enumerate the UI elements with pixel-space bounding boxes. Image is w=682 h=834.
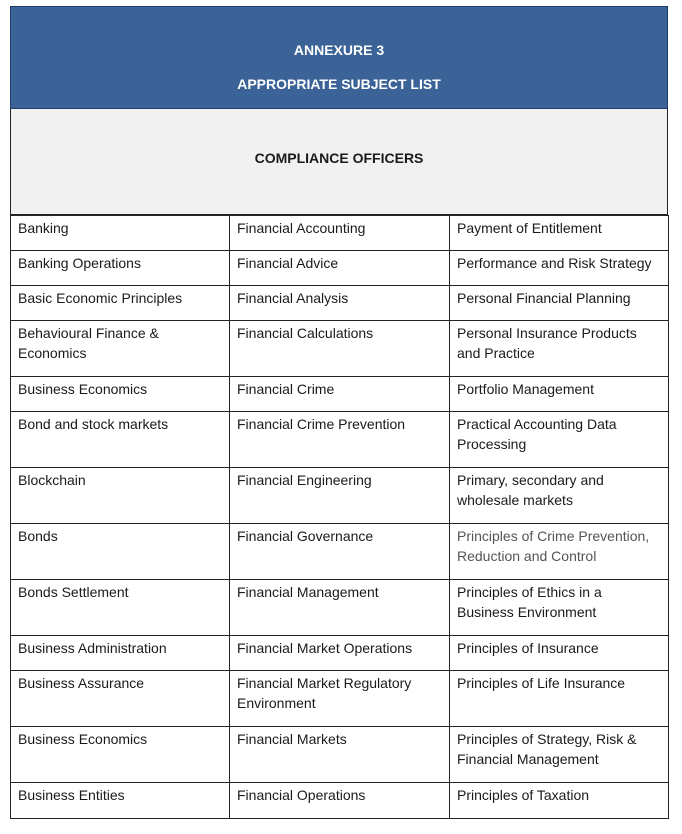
table-row <box>11 636 669 671</box>
table-cell: Performance and Risk Strategy <box>450 251 669 286</box>
table-row <box>11 377 669 412</box>
table-cell: Business Assurance <box>11 671 230 727</box>
table-cell: Personal Financial Planning <box>450 286 669 321</box>
table-cell: Portfolio Management <box>450 377 669 412</box>
table-row <box>11 783 669 819</box>
table-cell: Banking Operations <box>11 251 230 286</box>
table-cell: Financial Accounting <box>230 216 450 251</box>
table-cell: Primary, secondary and wholesale markets <box>450 468 669 524</box>
table-row <box>11 286 669 321</box>
table-cell: Blockchain <box>11 468 230 524</box>
table-row <box>11 216 669 251</box>
table-cell: Bond and stock markets <box>11 412 230 468</box>
table-cell: Business Economics <box>11 377 230 412</box>
table-cell: Financial Management <box>230 580 450 636</box>
table-row <box>11 727 669 783</box>
table-cell: Financial Engineering <box>230 468 450 524</box>
table-cell: Financial Advice <box>230 251 450 286</box>
table-cell: Banking <box>11 216 230 251</box>
table-row <box>11 671 669 727</box>
table-cell: Financial Crime Prevention <box>230 412 450 468</box>
table-cell: Financial Governance <box>230 524 450 580</box>
table-cell: Bonds Settlement <box>11 580 230 636</box>
annexure-page <box>10 6 668 803</box>
table-cell: Financial Crime <box>230 377 450 412</box>
table-row <box>11 468 669 524</box>
table-cell: Principles of Taxation <box>450 783 669 819</box>
subject-table <box>10 215 669 819</box>
table-cell: Behavioural Finance & Economics <box>11 321 230 377</box>
table-cell: Principles of Life Insurance <box>450 671 669 727</box>
table-cell: Practical Accounting Data Processing <box>450 412 669 468</box>
table-cell: Basic Economic Principles <box>11 286 230 321</box>
table-cell: Principles of Strategy, Risk & Financial Management <box>450 727 669 783</box>
table-cell: Principles of Insurance <box>450 636 669 671</box>
table-cell: Principles of Crime Prevention, Reduction and Control <box>450 524 669 580</box>
subject-list-title: APPROPRIATE SUBJECT LIST <box>237 76 441 92</box>
table-row <box>11 580 669 636</box>
section-header <box>10 109 668 215</box>
table-row <box>11 321 669 377</box>
annexure-title: ANNEXURE 3 <box>293 42 385 58</box>
table-cell: Business Administration <box>11 636 230 671</box>
table-cell: Financial Calculations <box>230 321 450 377</box>
section-title: COMPLIANCE OFFICERS <box>254 150 424 166</box>
table-cell: Financial Market Regulatory Environment <box>230 671 450 727</box>
table-cell: Bonds <box>11 524 230 580</box>
table-row <box>11 524 669 580</box>
table-cell: Financial Operations <box>230 783 450 819</box>
table-row <box>11 251 669 286</box>
table-cell: Payment of Entitlement <box>450 216 669 251</box>
table-cell: Financial Markets <box>230 727 450 783</box>
annexure-header <box>10 6 668 109</box>
table-row <box>11 412 669 468</box>
table-cell: Business Entities <box>11 783 230 819</box>
table-cell: Business Economics <box>11 727 230 783</box>
table-cell: Financial Analysis <box>230 286 450 321</box>
table-cell: Principles of Ethics in a Business Environment <box>450 580 669 636</box>
table-cell: Financial Market Operations <box>230 636 450 671</box>
table-cell: Personal Insurance Products and Practice <box>450 321 669 377</box>
